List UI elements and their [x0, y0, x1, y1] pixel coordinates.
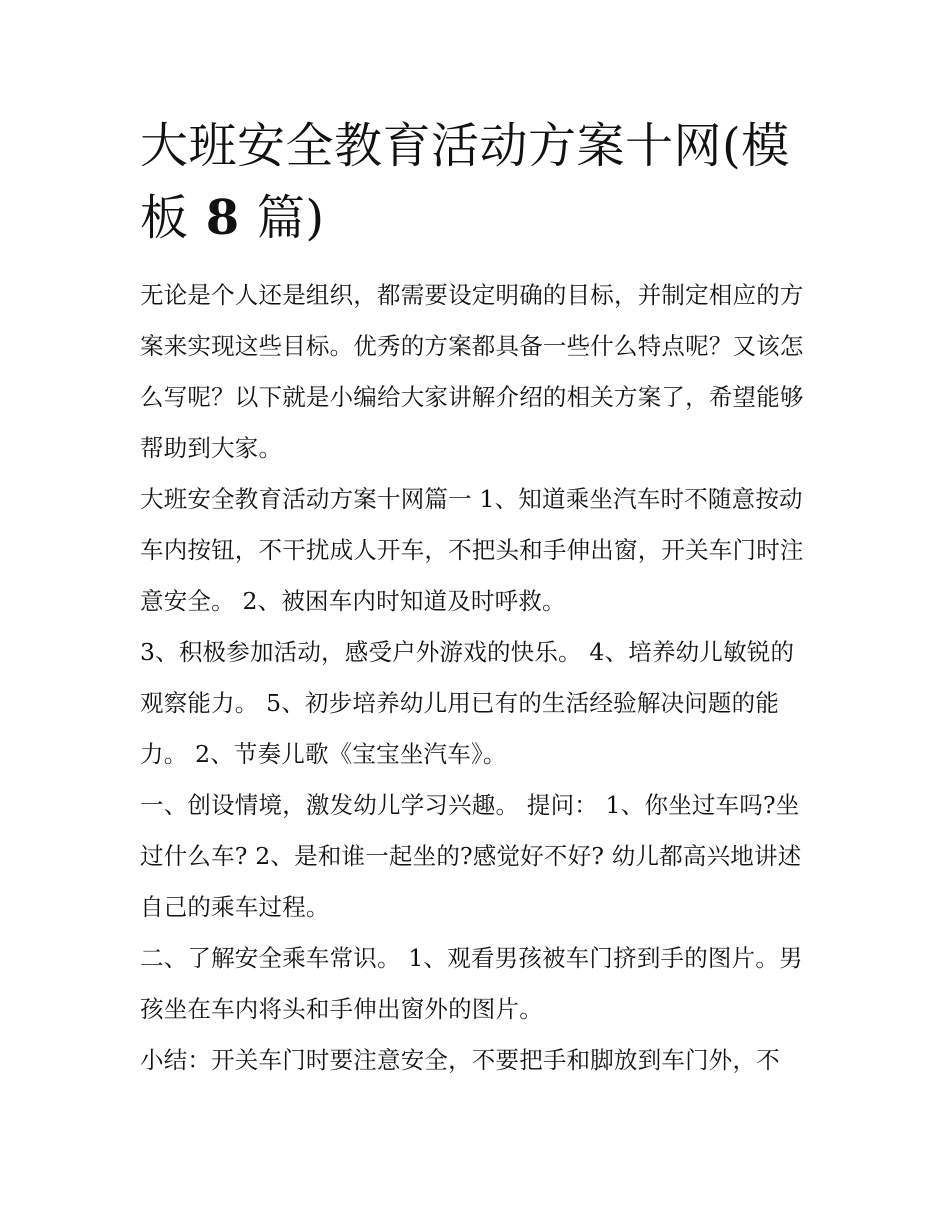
- document-title: [140, 110, 812, 254]
- title-line-2-number: 8: [188, 190, 257, 246]
- title-line-2-prefix: 板: [140, 190, 189, 246]
- title-line-2-suffix: 篇): [256, 190, 325, 246]
- paragraph-objectives-continued: 3、积极参加活动，感受户外游戏的快乐。 4、培养幼儿敏锐的观察能力。 5、初步培养幼儿用已有的生活经验解决问题的能力。 2、节奏儿歌《宝宝坐汽车》。: [140, 638, 795, 768]
- paragraph-step-two: 二、了解安全乘车常识。 1、观看男孩被车门挤到手的图片。男孩坐在车内将头和手伸出窗外的图片。: [140, 944, 803, 1023]
- paragraph-intro: 无论是个人还是组织，都需要设定明确的目标，并制定相应的方案来实现这些目标。优秀的方案都具备一些什么特点呢？又该怎么写呢？以下就是小编给大家讲解介绍的相关方案了，希望能够帮助到大家。: [140, 281, 804, 462]
- paragraph-objectives: 大班安全教育活动方案十网篇一 1、知道乘坐汽车时不随意按动车内按钮，不干扰成人开车，不把头和手伸出窗，开关车门时注意安全。 2、被困车内时知道及时呼救。: [140, 485, 804, 615]
- title-line-1: 大班安全教育活动方案十网(模: [140, 118, 790, 174]
- paragraph-summary: 小结：开关车门时要注意安全，不要把手和脚放到车门外，不: [140, 1046, 780, 1074]
- document-body: [140, 110, 812, 1086]
- paragraph-step-one: 一、创设情境，激发幼儿学习兴趣。 提问： 1、你坐过车吗?坐过什么车? 2、是和谁一起坐的?感觉好不好? 幼儿都高兴地讲述自己的乘车过程。: [140, 791, 802, 921]
